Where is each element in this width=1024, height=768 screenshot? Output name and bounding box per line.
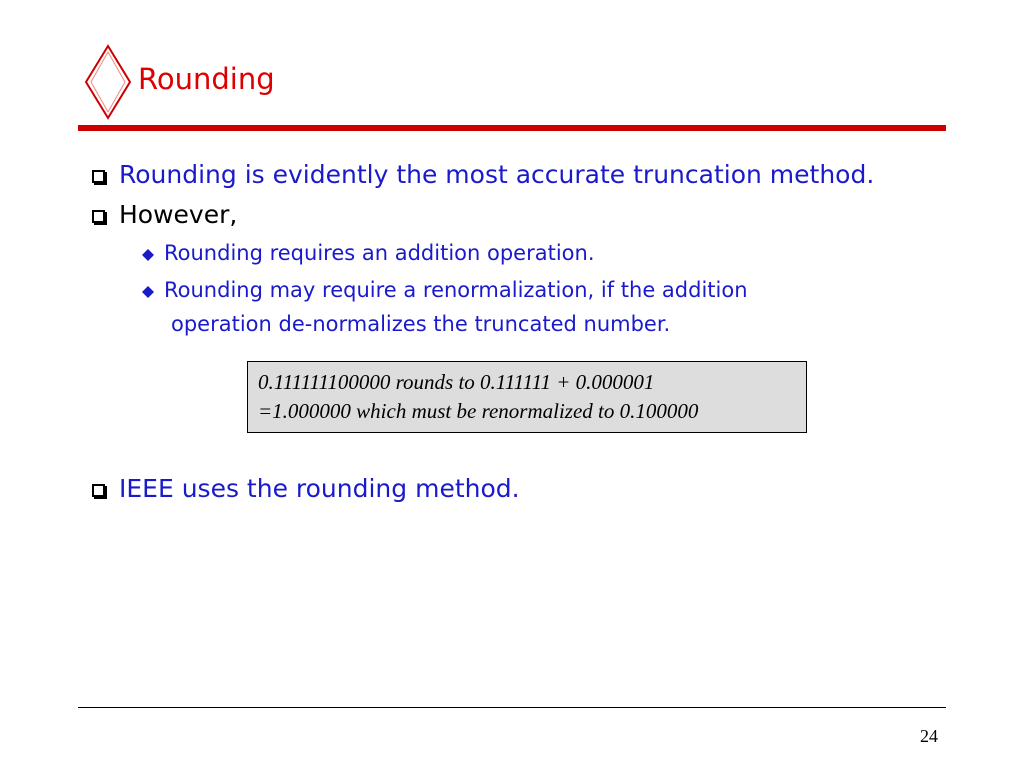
example-line: 0.111111100000 rounds to 0.111111 + 0.000001 [258,370,655,394]
bullet-item [92,200,237,229]
diamond-logo-icon [84,44,132,120]
page-number: 24 [920,726,938,746]
sub-bullet-item [142,273,748,307]
checkbox-bullet-icon [92,170,105,183]
sub-bullet-text: Rounding requires an addition operation. [164,241,595,265]
sub-bullet-continuation [171,307,670,341]
diamond-bullet-icon [142,249,154,261]
checkbox-bullet-icon [92,210,105,223]
bullet-item [92,160,874,189]
bullet-text: However, [119,200,238,229]
title-divider [78,125,946,131]
sub-bullet-text: Rounding may require a renormalization, if the addition [164,278,748,302]
checkbox-bullet-icon [92,484,105,497]
slide-title: Rounding [138,62,275,96]
sub-bullet-item [142,236,595,270]
footer-divider [78,707,946,708]
example-line: =1.000000 which must be renormalized to 0.100000 [258,399,699,423]
example-box [247,361,807,433]
sub-bullet-text: operation de-normalizes the truncated number. [171,312,671,336]
bullet-item [92,474,520,503]
bullet-text: Rounding is evidently the most accurate truncation method. [119,160,875,189]
diamond-bullet-icon [142,286,154,298]
bullet-text: IEEE uses the rounding method. [119,474,520,503]
